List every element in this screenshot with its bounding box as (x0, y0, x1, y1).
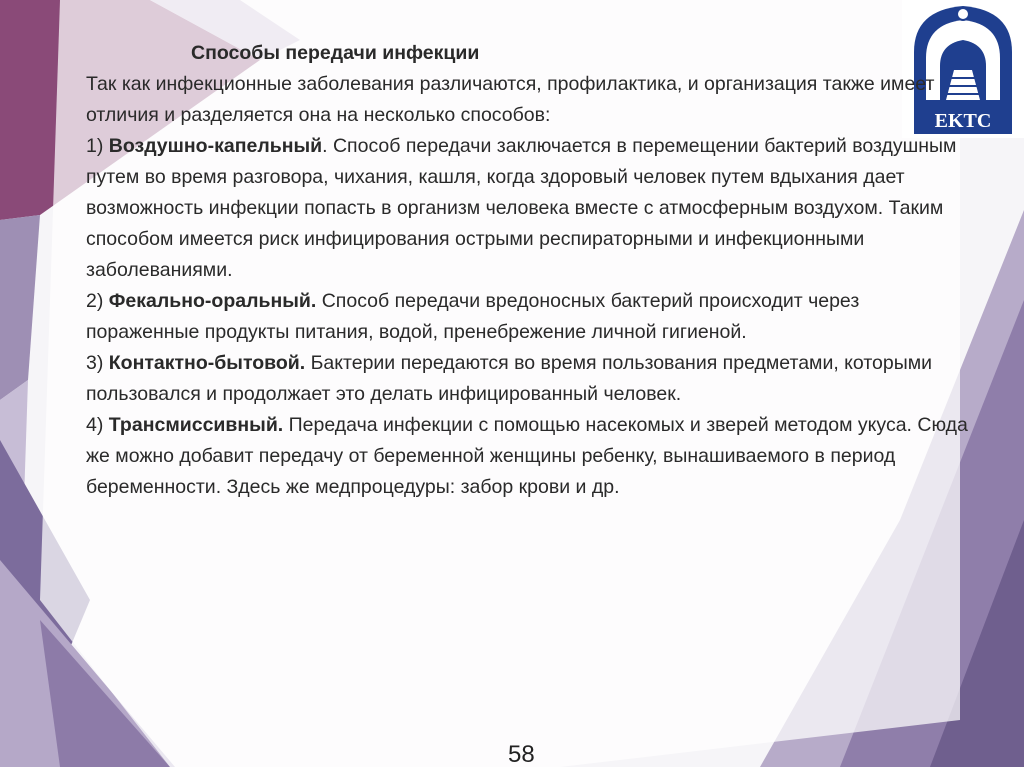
logo-text: EKTC (934, 110, 992, 132)
item-term: Контактно-бытовой. (108, 352, 306, 374)
list-item (86, 286, 976, 348)
slide-content (86, 38, 976, 503)
list-item (86, 410, 976, 503)
item-term: Фекально-оральный. (108, 290, 317, 312)
item-text: Передача инфекции с помощью насекомых и зверей методом укуса. Сюда же можно добавит передачу от беременной женщины ребенку, вынашиваемого в период беременности. Здесь же медпроцедуры: забор крови и др. (86, 414, 968, 498)
item-term: Воздушно-капельный (108, 135, 323, 157)
list-item (86, 131, 976, 286)
item-term: Трансмиссивный. (108, 414, 284, 436)
slide-title: Способы передачи инфекции (191, 42, 480, 64)
item-number: 3) (86, 352, 104, 374)
item-text: Способ передачи вредоносных бактерий происходит через пораженные продукты питания, водой, пренебрежение личной гигиеной. (86, 290, 860, 343)
item-number: 2) (86, 290, 104, 312)
item-number: 4) (86, 414, 104, 436)
page-number: 58 (508, 741, 535, 767)
item-number: 1) (86, 135, 104, 157)
list-item (86, 348, 976, 410)
item-text: . Способ передачи заключается в перемещении бактерий воздушным путем во время разговора, чихания, кашля, когда здоровый человек путем вдыхания дает возможность инфекции попасть в организм человека вместе с атмосферным воздухом. Таким способом имеется риск инфицирования острыми респираторными и инфекционными заболеваниями. (86, 135, 957, 281)
item-text: Бактерии передаются во время пользования предметами, которыми пользовался и продолжает это делать инфицированный человек. (86, 352, 933, 405)
intro-paragraph: Так как инфекционные заболевания различаются, профилактика, и организация также имеет отличия и разделяется она на несколько способов: (86, 73, 935, 126)
